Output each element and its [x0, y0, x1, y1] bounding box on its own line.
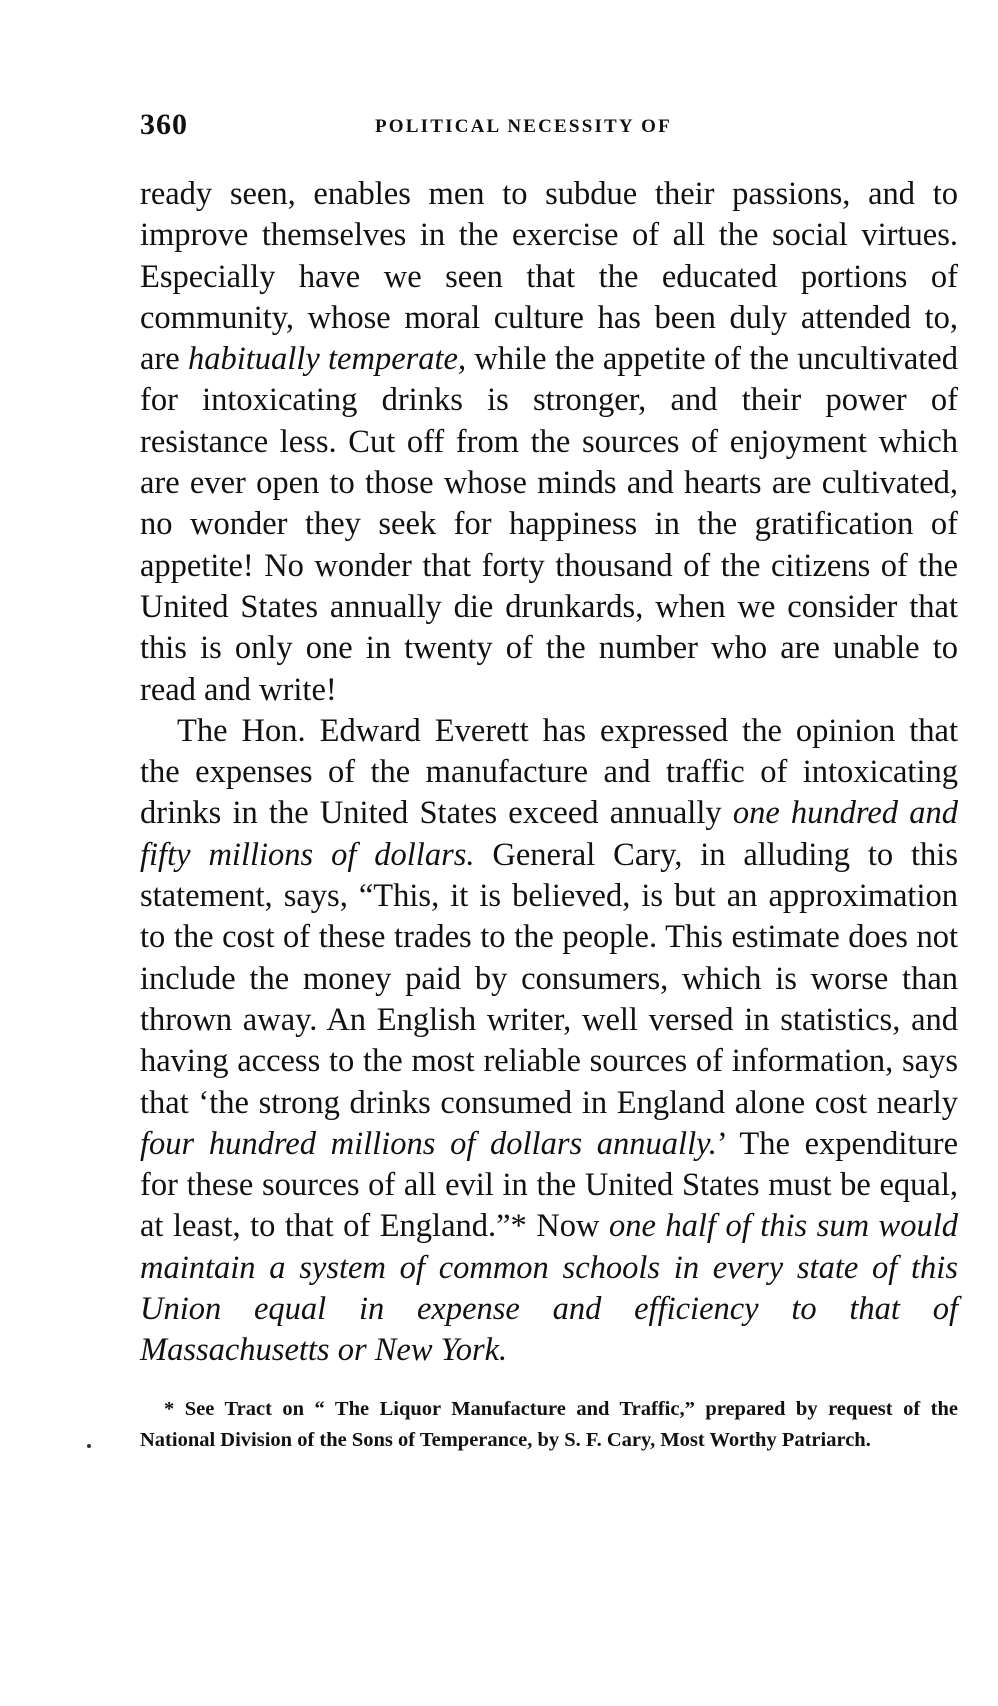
footnote-text: * See Tract on “ The Liquor Manufacture and Traffic,” prepared by request of the National Division of the Sons of Temperance, by S. F. Cary, Most Worthy Patriarch.	[140, 1397, 958, 1451]
paragraph-2-text-b: General Cary, in alluding to this statement, says, “This, it is believed, is but an approximation to the cost of these trades to the people. This estimate does not include the money paid by consumers, which is worse than thrown away. An English writer, well versed in statistics, and having access to the most reliable sources of information, says that ‘the strong drinks consumed in England alone cost nearly	[140, 836, 958, 1121]
paragraph-2-italic-a: one hundred and fifty millions of dollars.	[140, 795, 958, 873]
ink-speck	[87, 1444, 91, 1448]
paragraph-2-text-a: The Hon. Edward Everett has expressed the opinion that the expenses of the manufacture and traffic of intoxicating drinks in the United States exceed annually	[140, 712, 958, 832]
paragraph-2-text-c: ’ The expenditure for these sources of all evil in the United States must be equal, at least, to that of England.”* Now	[140, 1125, 958, 1245]
body-text	[140, 174, 958, 1372]
running-head: POLITICAL NECESSITY OF	[375, 116, 672, 137]
paragraph-2-italic-c: one half of this sum would maintain a system of common schools in every state of this Union equal in expense and efficiency to that of Massachusetts or New York.	[140, 1208, 958, 1369]
paragraph-1-italic: habitually temperate,	[187, 341, 467, 378]
paragraph-2	[140, 711, 958, 1372]
paragraph-1-text-b: while the appetite of the uncultivated for intoxicating drinks is stronger, and their power of resistance less. Cut off from the sources of enjoyment which are ever open to those whose minds and hearts are cultivated, no wonder they seek for happiness in the gratification of appetite! No wonder that forty thousand of the citizens of the United States annually die drunkards, when we consider that this is only one in twenty of the number who are unable to read and write!	[140, 341, 958, 708]
paragraph-1	[140, 174, 958, 711]
footnote	[140, 1394, 958, 1456]
page-number: 360	[140, 108, 188, 141]
paragraph-2-italic-b: four hundred millions of dollars annually.	[140, 1125, 717, 1162]
book-page	[140, 100, 958, 1456]
page-header	[140, 100, 958, 146]
paragraph-1-text-a: ready seen, enables men to subdue their passions, and to improve themselves in the exercise of all the social virtues. Especially have we seen that the educated portions of community, whose moral culture has been duly attended to, are	[140, 176, 958, 378]
